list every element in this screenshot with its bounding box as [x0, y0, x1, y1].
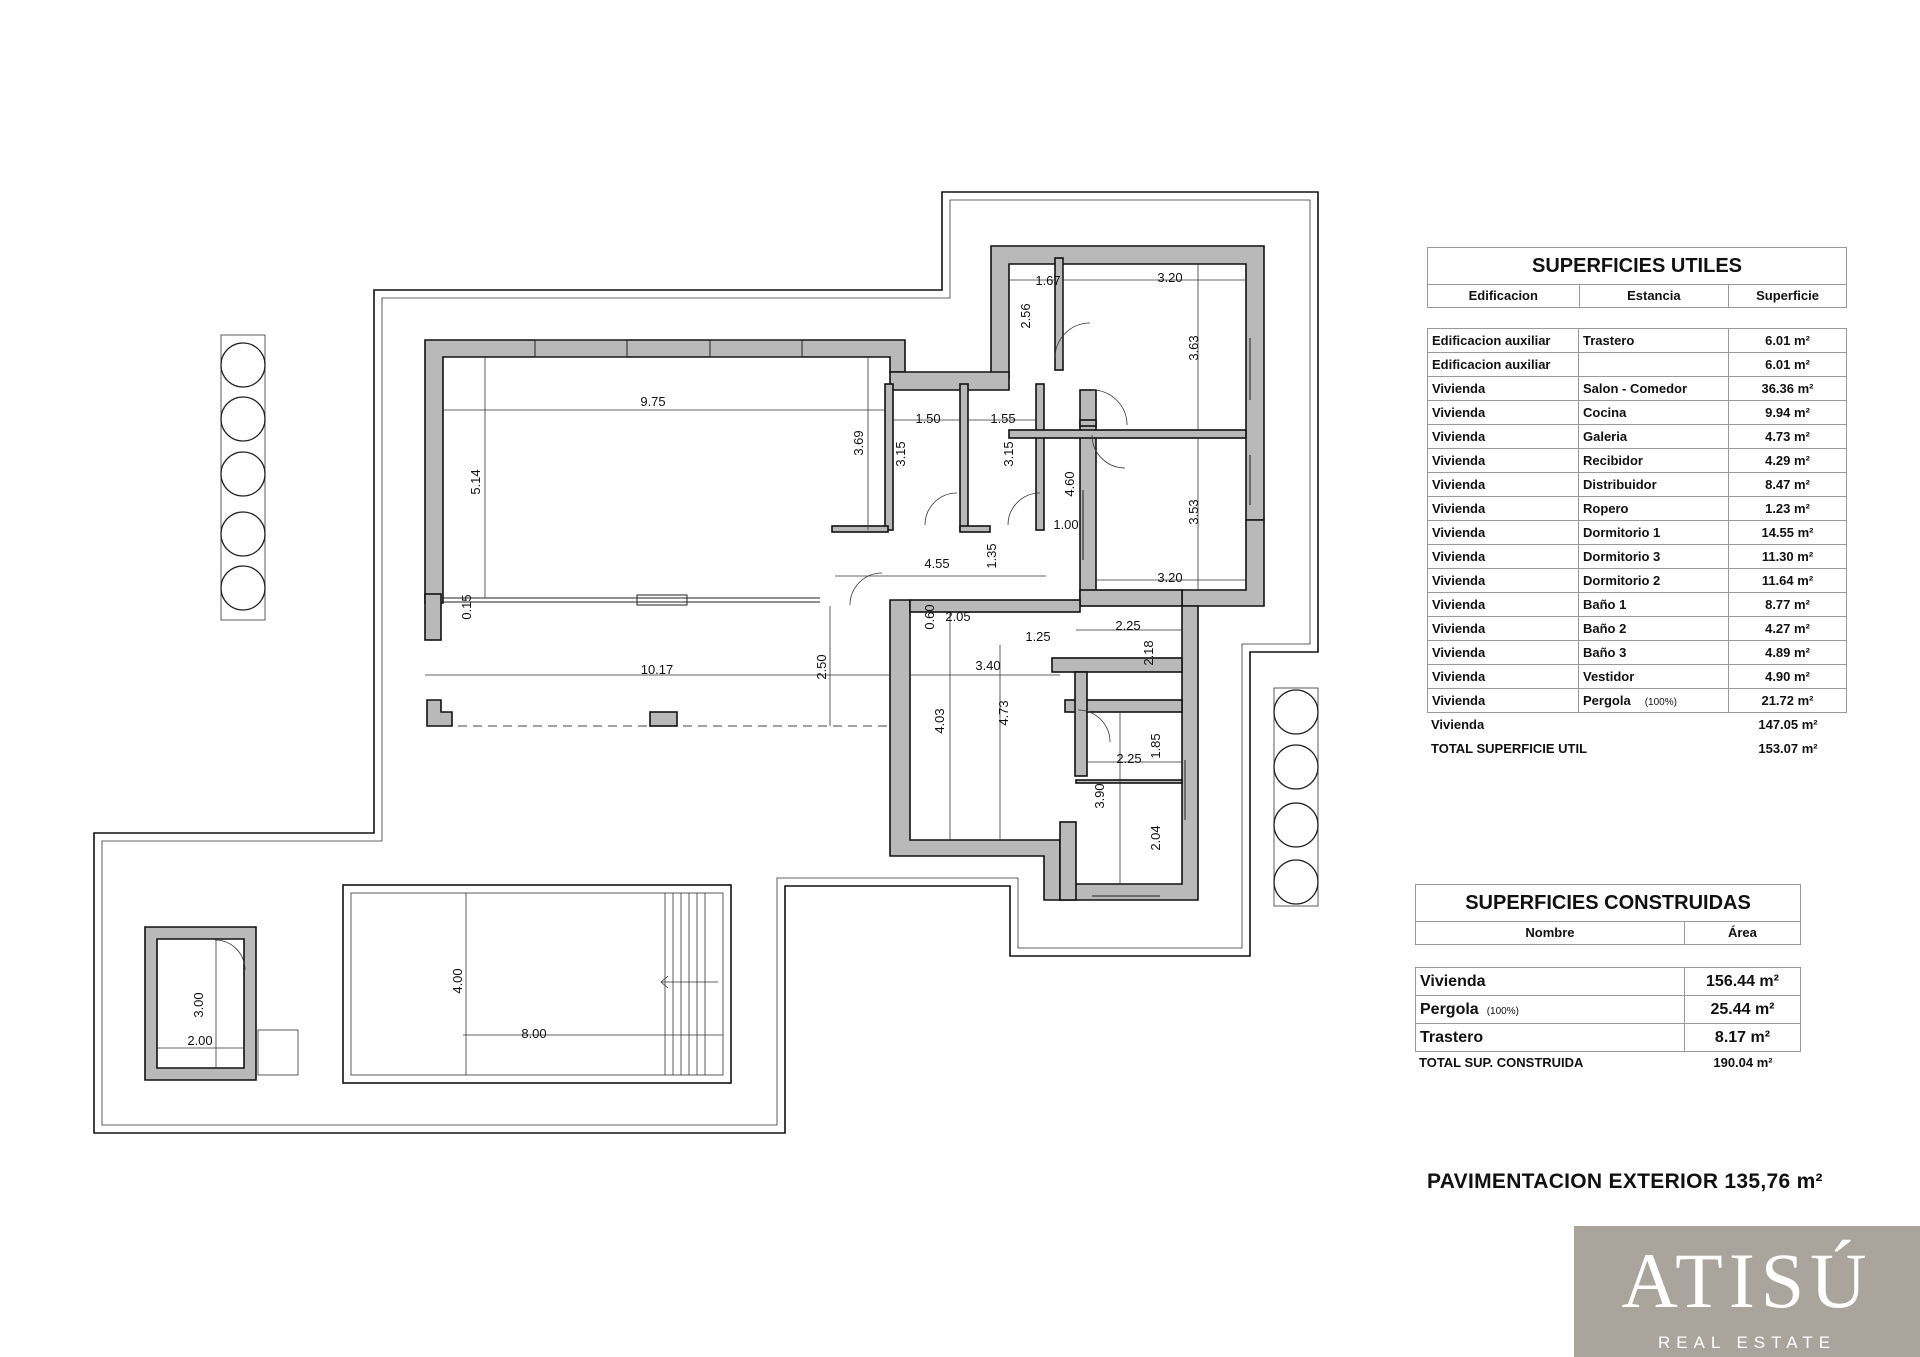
cell-edificacion: Vivienda: [1427, 689, 1579, 713]
estancia-label: Trastero: [1583, 333, 1635, 348]
cell-superficie: 36.36 m²: [1729, 377, 1847, 401]
cell-edificacion: Vivienda: [1427, 617, 1579, 641]
porch: [427, 700, 890, 726]
superficies-utiles-rows: [1427, 328, 1847, 713]
cell-nombre: [1415, 996, 1685, 1024]
header-nombre: Nombre: [1416, 922, 1685, 944]
subtotal-label: Vivienda: [1431, 717, 1485, 732]
cell-superficie: 6.01 m²: [1729, 329, 1847, 353]
table-row: [1427, 353, 1847, 377]
dim-porch-length: 10.17: [640, 662, 674, 677]
cell-estancia: [1579, 377, 1729, 401]
cell-superficie: 21.72 m²: [1729, 689, 1847, 713]
dim-corridor-length: 4.55: [924, 556, 950, 571]
tree-row-left: [221, 335, 265, 620]
dim-small-width: 2.05: [945, 609, 971, 624]
pavimentacion-exterior: PAVIMENTACION EXTERIOR 135,76 m²: [1427, 1170, 1823, 1193]
cell-superficie: 9.94 m²: [1729, 401, 1847, 425]
cell-superficie: 1.23 m²: [1729, 497, 1847, 521]
nombre-label: Pergola: [1420, 1001, 1479, 1018]
dim-bath-low-width: 2.25: [1115, 618, 1141, 633]
percent-note: (100%): [1644, 697, 1677, 708]
header-estancia: Estancia: [1580, 285, 1730, 307]
table-row: [1415, 1024, 1801, 1052]
pool: [343, 885, 731, 1083]
dim-bed-mid-width: 3.20: [1157, 570, 1183, 585]
cell-superficie: 14.55 m²: [1729, 521, 1847, 545]
superficies-construidas-header: [1415, 922, 1801, 945]
total-row: [1427, 737, 1847, 761]
superficies-construidas-rows: [1415, 967, 1801, 1052]
cell-nombre: [1415, 1024, 1685, 1052]
cell-edificacion: Vivienda: [1427, 497, 1579, 521]
dim-bed-low-depth: 4.03: [932, 708, 947, 734]
table-row: [1415, 968, 1801, 996]
dim-bed-mid-depth: 3.53: [1186, 499, 1201, 525]
cell-superficie: 4.27 m²: [1729, 617, 1847, 641]
cell-edificacion: Edificacion auxiliar: [1427, 329, 1579, 353]
estancia-label: Recibidor: [1583, 453, 1643, 468]
cell-estancia: [1579, 401, 1729, 425]
dim-pool-length: 8.00: [521, 1026, 547, 1041]
dim-bed-low-depth-2: 4.73: [996, 700, 1011, 726]
cell-edificacion: Vivienda: [1427, 641, 1579, 665]
estancia-label: Vestidor: [1583, 669, 1635, 684]
cell-estancia: [1579, 689, 1729, 713]
cell-edificacion: Vivienda: [1427, 665, 1579, 689]
atisu-logo: [1574, 1226, 1920, 1357]
sc-total-row: [1415, 1052, 1801, 1074]
dim-porch-depth: 2.50: [814, 654, 829, 680]
dim-storage-width: 2.00: [187, 1033, 213, 1048]
nombre-label: Vivienda: [1420, 973, 1486, 990]
dim-corridor-depth: 1.35: [984, 543, 999, 569]
table-row: [1427, 689, 1847, 713]
cell-estancia: [1579, 449, 1729, 473]
dim-storage-depth: 3.00: [191, 992, 206, 1018]
header-area: Área: [1727, 925, 1757, 940]
dim-living-side: 3.69: [851, 430, 866, 456]
percent-note: (100%): [1486, 1006, 1519, 1017]
table-row: [1427, 497, 1847, 521]
cell-superficie: 8.77 m²: [1729, 593, 1847, 617]
cell-superficie: 6.01 m²: [1729, 353, 1847, 377]
dim-small-depth: 0.60: [922, 604, 937, 630]
table-row: [1427, 449, 1847, 473]
dim-small-door: 1.25: [1025, 629, 1051, 644]
dim-bath-a-depth: 2.56: [1018, 303, 1033, 329]
cell-edificacion: Vivienda: [1427, 401, 1579, 425]
table-row: [1415, 996, 1801, 1024]
table-row: [1427, 617, 1847, 641]
estancia-label: Salon - Comedor: [1583, 381, 1688, 396]
cell-edificacion: Vivienda: [1427, 425, 1579, 449]
superficies-construidas-table: [1415, 884, 1801, 1074]
dim-room-b-depth: 3.15: [1001, 441, 1016, 467]
dim-room-b-width: 1.55: [990, 411, 1016, 426]
cell-edificacion: Vivienda: [1427, 569, 1579, 593]
dim-bed-top-width: 3.20: [1157, 270, 1183, 285]
table-row: [1427, 425, 1847, 449]
dim-living-width: 9.75: [640, 394, 666, 409]
cell-estancia: [1579, 641, 1729, 665]
header-superficie: Superficie: [1756, 288, 1819, 303]
dim-bed-top-depth: 3.63: [1186, 335, 1201, 361]
cell-estancia: [1579, 473, 1729, 497]
superficies-utiles-table: [1427, 247, 1847, 761]
estancia-label: Dormitorio 1: [1583, 525, 1661, 540]
cell-edificacion: Vivienda: [1427, 545, 1579, 569]
cell-estancia: [1579, 569, 1729, 593]
nombre-label: Trastero: [1420, 1029, 1484, 1046]
cell-superficie: 8.47 m²: [1729, 473, 1847, 497]
table-row: [1427, 521, 1847, 545]
cell-estancia: [1579, 665, 1729, 689]
dim-room-a-depth: 3.15: [893, 441, 908, 467]
estancia-label: Distribuidor: [1583, 477, 1657, 492]
subtotal-row: [1427, 713, 1847, 737]
tree-row-right: [1274, 688, 1318, 906]
cell-area: 156.44 m²: [1685, 968, 1801, 996]
cell-edificacion: Edificacion auxiliar: [1427, 353, 1579, 377]
cell-estancia: [1579, 329, 1729, 353]
cell-estancia: [1579, 353, 1729, 377]
cell-estancia: [1579, 497, 1729, 521]
table-row: [1427, 665, 1847, 689]
superficies-construidas-title: SUPERFICIES CONSTRUIDAS: [1415, 884, 1801, 922]
estancia-label: Baño 3: [1583, 645, 1627, 660]
estancia-label: Dormitorio 2: [1583, 573, 1661, 588]
logo-mark: ATISÚ: [1621, 1237, 1873, 1324]
table-row: [1427, 641, 1847, 665]
table-row: [1427, 377, 1847, 401]
cell-edificacion: Vivienda: [1427, 377, 1579, 401]
cell-estancia: [1579, 617, 1729, 641]
cell-estancia: [1579, 521, 1729, 545]
estancia-label: Dormitorio 3: [1583, 549, 1661, 564]
table-row: [1427, 545, 1847, 569]
table-row: [1427, 329, 1847, 353]
dim-hall-width: 1.00: [1053, 517, 1079, 532]
table-row: [1427, 401, 1847, 425]
cell-superficie: 4.73 m²: [1729, 425, 1847, 449]
sc-total-value: 190.04 m²: [1713, 1055, 1773, 1070]
cell-estancia: [1579, 545, 1729, 569]
cell-superficie: 4.29 m²: [1729, 449, 1847, 473]
cell-edificacion: Vivienda: [1427, 521, 1579, 545]
estancia-label: Ropero: [1583, 501, 1629, 516]
dim-dress-depth-2: 2.04: [1148, 825, 1163, 851]
superficies-utiles-header: [1427, 285, 1847, 308]
storage-building: [145, 927, 298, 1080]
cell-edificacion: Vivienda: [1427, 593, 1579, 617]
estancia-label: Pergola: [1583, 693, 1631, 708]
table-row: [1427, 473, 1847, 497]
dim-dress-depth: 3.90: [1092, 783, 1107, 809]
dim-closet-width: 2.25: [1116, 751, 1142, 766]
cell-area: 8.17 m²: [1685, 1024, 1801, 1052]
dim-living-depth: 5.14: [468, 469, 483, 495]
cell-superficie: 11.64 m²: [1729, 569, 1847, 593]
cell-edificacion: Vivienda: [1427, 449, 1579, 473]
estancia-label: Galeria: [1583, 429, 1628, 444]
house-walls: [425, 246, 1264, 900]
total-value: 153.07 m²: [1758, 741, 1818, 756]
cell-superficie: 11.30 m²: [1729, 545, 1847, 569]
logo-subtitle: REAL ESTATE: [1657, 1333, 1837, 1352]
cell-area: 25.44 m²: [1685, 996, 1801, 1024]
subtotal-value: 147.05 m²: [1758, 717, 1818, 732]
dim-room-a-width: 1.50: [915, 411, 941, 426]
dim-hall-depth: 4.60: [1062, 471, 1077, 497]
cell-superficie: 4.90 m²: [1729, 665, 1847, 689]
header-edificacion: Edificacion: [1428, 285, 1580, 307]
dimension-labels: [187, 270, 1201, 1048]
superficies-utiles-title: SUPERFICIES UTILES: [1427, 247, 1847, 285]
cell-edificacion: Vivienda: [1427, 473, 1579, 497]
dim-bath-a: 1.67: [1035, 273, 1061, 288]
cell-estancia: [1579, 425, 1729, 449]
cell-nombre: [1415, 968, 1685, 996]
dim-bath-low-depth: 2.18: [1141, 640, 1156, 666]
dim-closet-depth: 1.85: [1148, 733, 1163, 759]
table-row: [1427, 593, 1847, 617]
cell-superficie: 4.89 m²: [1729, 641, 1847, 665]
estancia-label: Baño 2: [1583, 621, 1627, 636]
dim-bed-low-width: 3.40: [975, 658, 1001, 673]
dim-pool-width: 4.00: [450, 968, 465, 994]
estancia-label: Cocina: [1583, 405, 1627, 420]
estancia-label: Baño 1: [1583, 597, 1627, 612]
total-label: TOTAL SUPERFICIE UTIL: [1431, 741, 1588, 756]
table-row: [1427, 569, 1847, 593]
sc-total-label: TOTAL SUP. CONSTRUIDA: [1419, 1055, 1584, 1070]
dim-small-offset: 0.15: [459, 594, 474, 620]
cell-estancia: [1579, 593, 1729, 617]
